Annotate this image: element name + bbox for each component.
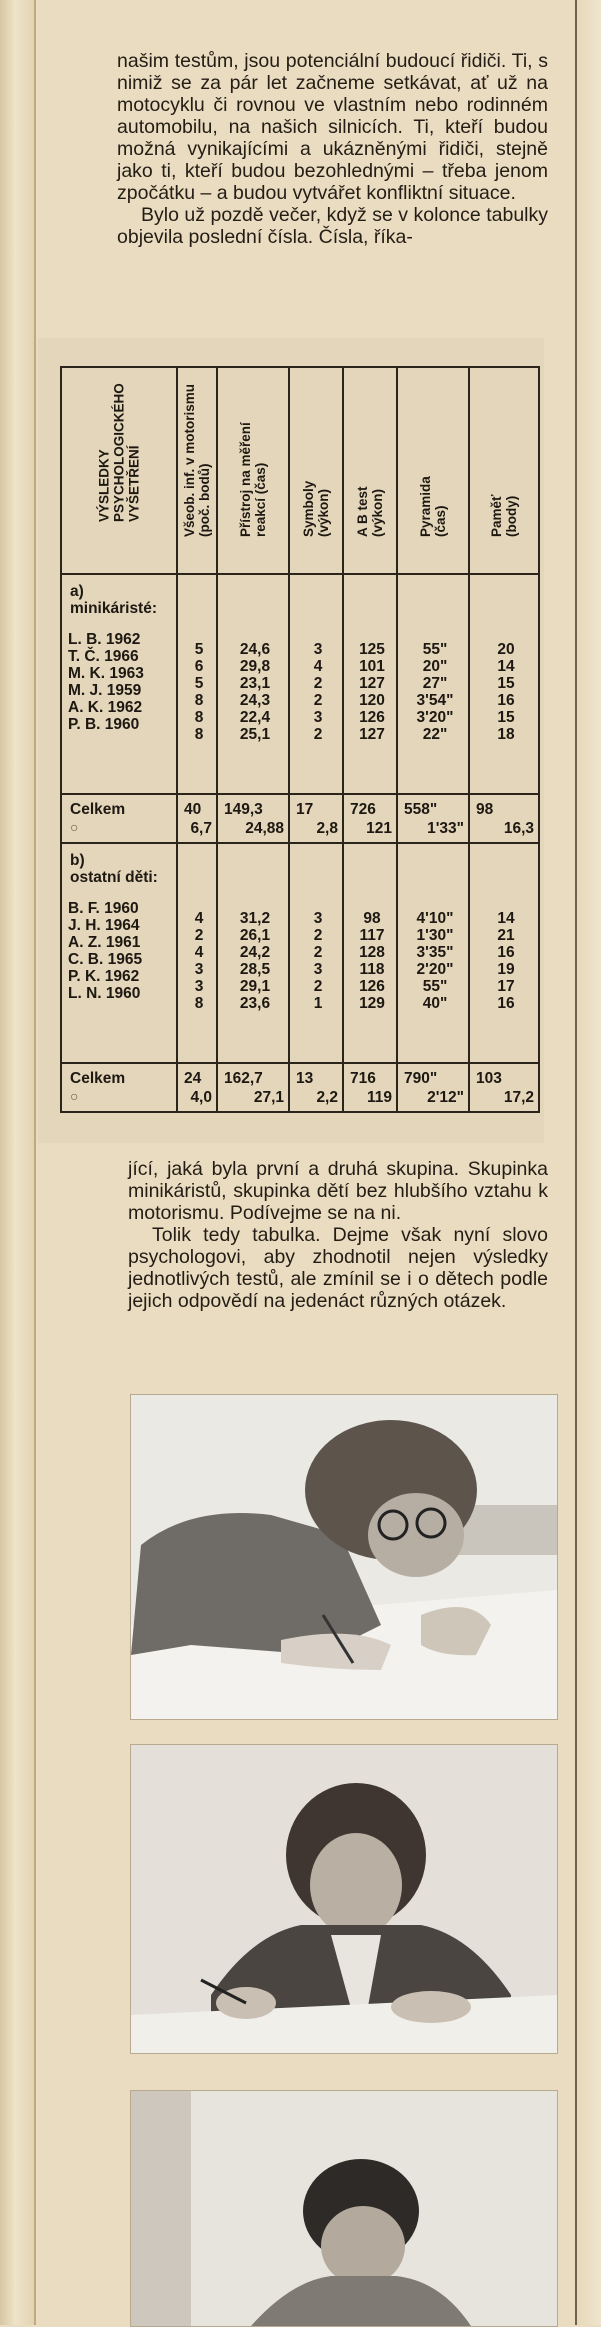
group-a-col2 [217,574,289,794]
result-value: 2 [313,691,323,709]
result-value: 23,1 [239,674,271,692]
participant-name: T. Č. 1966 [68,647,139,665]
column-header [177,367,217,574]
group-b-total-label-cell [61,1063,177,1112]
photo-boy-writing-image [131,1395,557,1719]
photo-boy-desk-image [131,2091,557,2326]
total-sum: 103 [476,1069,502,1087]
result-value: 21 [497,926,515,944]
column-header-label: Symboly [301,480,316,537]
result-value: 2 [313,674,323,692]
result-value: 2 [313,926,323,944]
group-b-col3 [289,843,343,1063]
photo-girl-writing [130,1744,558,2054]
participant-name: L. B. 1962 [68,630,141,648]
total-average: 4,0 [190,1089,212,1106]
total-label: Celkem [70,1069,126,1087]
result-value: 3 [313,909,323,927]
intro-paragraph-2: Bylo už pozdě večer, když se v kolonce tabulky objevila poslední čísla. Čísla, říka- [117,204,548,248]
total-cell [397,794,469,843]
result-value: 8 [194,994,204,1012]
result-value: 20 [497,640,515,658]
total-label: Celkem [70,800,126,818]
participant-name: L. N. 1960 [68,984,141,1002]
result-value: 129 [359,994,385,1012]
result-value: 101 [359,657,385,675]
participant-name: J. H. 1964 [68,916,140,934]
column-header-label: Paměť [489,494,504,537]
table-title-line: VYŠETŘENÍ [126,445,142,522]
after-text [128,1158,548,1312]
total-sum: 162,7 [224,1069,263,1087]
result-value: 16 [497,994,515,1012]
result-value: 22" [422,725,448,743]
total-cell [177,794,217,843]
group-b-col4 [343,843,397,1063]
group-b-total-row [61,1063,539,1112]
group-b-col2 [217,843,289,1063]
result-value: 3 [313,640,323,658]
result-value: 1'30" [416,926,454,944]
circle-mark-icon: ○ [70,1087,79,1104]
result-value: 3 [313,708,323,726]
result-value: 14 [497,909,515,927]
result-value: 23,6 [239,994,271,1012]
total-cell [289,794,343,843]
results-table [60,366,540,1113]
result-value: 126 [359,977,385,995]
result-value: 29,8 [239,657,271,675]
result-value: 5 [194,674,204,692]
table-title-cell [61,367,177,574]
total-sum: 558" [404,800,438,818]
after-paragraph-2: Tolik tedy tabulka. Dejme však nyní slovo psychologovi, aby zhodnotil nejen výsledky jednotlivých testů, ale zmínil se i o dětech podle jejich odpovědí na jedenáct různých otázek. [128,1224,548,1312]
table-header-row [61,367,539,574]
result-value: 19 [497,960,515,978]
group-a-col1 [177,574,217,794]
total-average: 121 [366,819,392,837]
total-cell [217,794,289,843]
total-cell [289,1063,343,1112]
result-value: 127 [359,674,385,692]
participant-name: A. K. 1962 [68,698,143,716]
result-value: 1 [313,994,323,1012]
result-value: 3 [194,960,204,978]
intro-text [117,50,548,248]
result-value: 29,1 [239,977,271,995]
total-sum: 17 [296,800,314,818]
result-value: 4'10" [416,909,454,927]
total-sum: 726 [350,800,376,818]
group-a-col3 [289,574,343,794]
column-header [469,367,539,574]
group-b-names-cell [61,843,177,1063]
total-cell [343,1063,397,1112]
result-value: 8 [194,691,204,709]
column-header-label: Všeob. inf. v motorismu [182,383,197,537]
group-b-title: b) ostatní děti: [70,851,158,886]
total-cell [469,1063,539,1112]
group-a-total-label-cell [61,794,177,843]
page-right-edge [575,0,601,2325]
result-value: 15 [497,708,515,726]
group-a-row [61,574,539,794]
result-value: 98 [363,909,381,927]
total-sum: 149,3 [224,800,263,818]
result-value: 8 [194,708,204,726]
result-value: 31,2 [239,909,271,927]
result-value: 8 [194,725,204,743]
result-value: 24,3 [239,691,271,709]
participant-name: B. F. 1960 [68,899,139,917]
participant-name: P. B. 1960 [68,715,140,733]
result-value: 14 [497,657,515,675]
results-table-panel [38,338,544,1143]
result-value: 16 [497,691,515,709]
total-cell [343,794,397,843]
total-sum: 98 [476,800,494,818]
result-value: 128 [359,943,385,961]
column-header-unit: (výkon) [370,488,385,537]
result-value: 2 [313,977,323,995]
total-cell [177,1063,217,1112]
result-value: 3 [194,977,204,995]
result-value: 3 [313,960,323,978]
table-title-line: PSYCHOLOGICKÉHO [111,382,127,522]
photo-boy-writing [130,1394,558,1720]
photo-girl-writing-image [131,1745,557,2053]
group-b-row [61,843,539,1063]
total-average: 2'12" [427,1089,464,1106]
result-value: 24,6 [239,640,271,658]
group-a-col6 [469,574,539,794]
result-value: 18 [497,725,515,743]
column-header [217,367,289,574]
group-b-col1 [177,843,217,1063]
result-value: 20" [422,657,448,675]
result-value: 16 [497,943,515,961]
result-value: 55" [422,977,448,995]
result-value: 55" [422,640,448,658]
column-header-label: A B test [355,486,370,537]
participant-name: C. B. 1965 [68,950,143,968]
result-value: 28,5 [239,960,271,978]
total-average: 16,3 [503,819,534,837]
result-value: 117 [359,926,385,944]
column-header-unit: (výkon) [316,488,331,537]
total-average: 119 [366,1089,392,1106]
total-average: 17,2 [503,1089,534,1106]
result-value: 4 [194,943,204,961]
group-a-col5 [397,574,469,794]
total-sum: 790" [404,1069,438,1087]
group-a-title: a) minikáristé: [70,582,158,617]
group-b-names [62,890,176,1006]
result-value: 24,2 [239,943,271,961]
total-average: 24,88 [245,819,284,837]
result-value: 126 [359,708,385,726]
column-header-label: Pyramida [418,475,433,537]
column-header-unit: (poč. bodů) [197,463,212,537]
result-value: 25,1 [239,725,271,743]
result-value: 26,1 [239,926,271,944]
total-cell [469,794,539,843]
total-average: 6,7 [190,819,212,837]
total-cell [397,1063,469,1112]
total-cell [217,1063,289,1112]
result-value: 3'20" [416,708,454,726]
column-header [289,367,343,574]
group-a-total-row [61,794,539,843]
result-value: 127 [359,725,385,743]
result-value: 27" [422,674,448,692]
result-value: 40" [422,994,448,1012]
total-sum: 40 [184,800,202,818]
result-value: 3'54" [416,691,454,709]
total-sum: 13 [296,1069,314,1087]
result-value: 15 [497,674,515,692]
result-value: 2'20" [416,960,454,978]
result-value: 4 [313,657,323,675]
result-value: 118 [359,960,385,978]
result-value: 120 [359,691,385,709]
group-b-col6 [469,843,539,1063]
column-header-unit: reakcí (čas) [253,462,268,537]
total-average: 27,1 [253,1089,284,1106]
column-header-label: Přístroj na měření [238,421,253,537]
column-header [397,367,469,574]
total-sum: 24 [184,1069,202,1087]
total-average: 2,2 [316,1089,338,1106]
group-a-names-cell [61,574,177,794]
result-value: 2 [194,926,204,944]
total-average: 2,8 [316,819,338,837]
after-paragraph-1: jící, jaká byla první a druhá skupina. Skupinka minikáristů, skupinka dětí bez hlubšího vztahu k motorismu. Podívejme se na ni. [128,1158,548,1224]
intro-paragraph-1: našim testům, jsou potenciální budoucí řidiči. Ti, s nimiž se za pár let začneme setkávat, ať už na motocyklu či rovnou ve vlastním nebo rodinném automobilu, na našich silnicích. Ti, kteří budou možná vynikajícími a ukázněnými řidiči, stejně jako ti, kteří budou bezohlednými – třeba jenom zpočátku – a budou vytvářet konfliktní situace. [117,50,548,204]
participant-name: M. K. 1963 [68,664,144,682]
photo-boy-desk [130,2090,558,2327]
result-value: 3'35" [416,943,454,961]
participant-name: M. J. 1959 [68,681,142,699]
circle-mark-icon: ○ [70,818,79,835]
participant-name: A. Z. 1961 [68,933,141,951]
result-value: 17 [497,977,515,995]
participant-name: P. K. 1962 [68,967,140,985]
result-value: 4 [194,909,204,927]
page-spine-edge [0,0,36,2325]
group-a-col4 [343,574,397,794]
table-title-line: VÝSLEDKY [96,448,112,522]
group-a-names [62,621,176,737]
result-value: 125 [359,640,385,658]
result-value: 5 [194,640,204,658]
column-header-unit: (čas) [433,505,448,537]
total-sum: 716 [350,1069,376,1087]
column-header [343,367,397,574]
group-b-col5 [397,843,469,1063]
result-value: 6 [194,657,204,675]
result-value: 2 [313,943,323,961]
column-header-unit: (body) [504,495,519,537]
total-average: 1'33" [427,819,464,837]
result-value: 2 [313,725,323,743]
result-value: 22,4 [239,708,271,726]
